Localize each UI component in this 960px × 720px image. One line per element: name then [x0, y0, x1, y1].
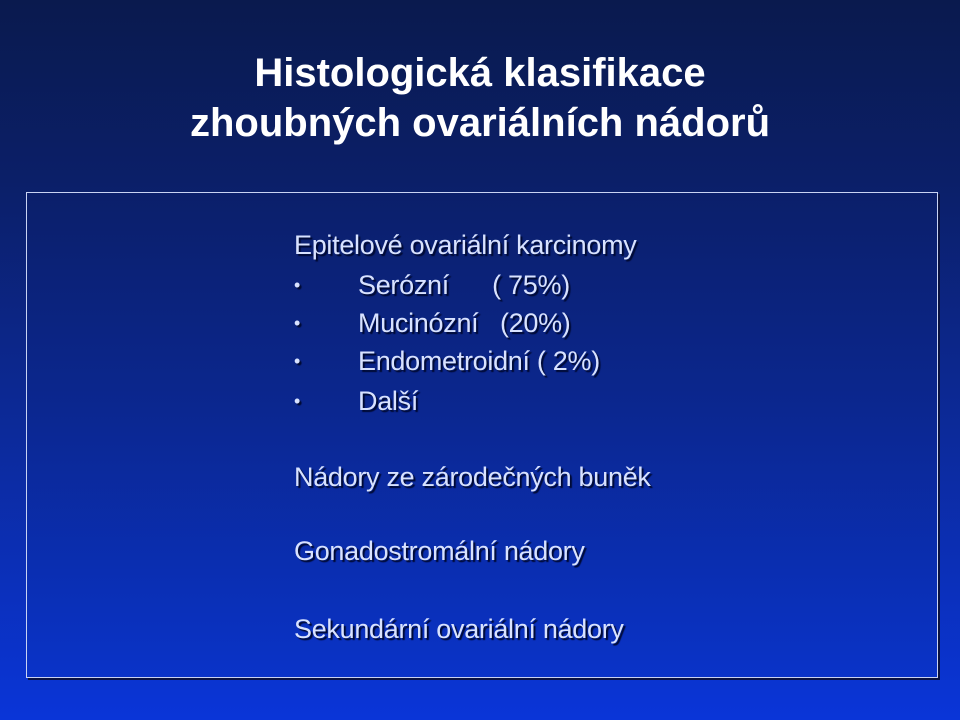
list-item-label: Serózní ( 75%) — [358, 270, 570, 300]
list-item-label: Endometroidní ( 2%) — [358, 346, 600, 376]
title-line-2: zhoubných ovariálních nádorů — [189, 101, 771, 145]
slide-title — [0, 48, 960, 148]
bullet-icon: • — [294, 313, 301, 333]
bullet-icon: • — [294, 351, 301, 371]
secondary-heading: Sekundární ovariální nádory — [294, 614, 624, 644]
germ-cell-heading: Nádory ze zárodečných buněk — [294, 462, 651, 492]
content-panel — [26, 192, 938, 678]
epithelial-heading: Epitelové ovariální karcinomy — [294, 230, 637, 260]
bullet-icon: • — [294, 391, 301, 411]
title-line-1: Histologická klasifikace — [254, 51, 706, 95]
list-item-label: Další — [358, 386, 419, 416]
gonadostromal-heading: Gonadostromální nádory — [294, 536, 585, 566]
bullet-icon: • — [294, 275, 301, 295]
list-item-label: Mucinózní (20%) — [358, 308, 571, 338]
